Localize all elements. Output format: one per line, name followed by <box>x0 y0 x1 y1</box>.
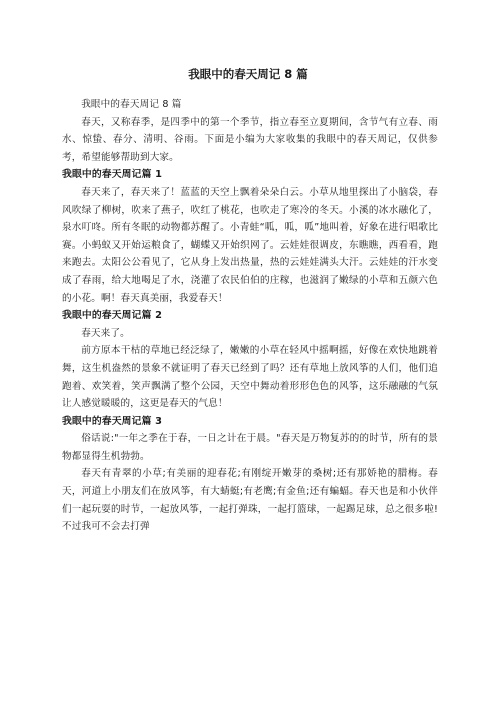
section-1-heading: 我眼中的春天周记篇 1 <box>62 169 163 181</box>
document-body <box>62 96 438 536</box>
section-2-paragraph-a: 春天来了。 <box>81 327 130 339</box>
intro-paragraph: 春天，又称春季，是四季中的第一个季节，指立春至立夏期间，含节气有立春、雨水、惊蛰、春分、清明、谷雨。下面是小编为大家收集的我眼中的春天周记，仅供参考，希望能够帮助到大家。 <box>62 116 438 163</box>
section-2-heading: 我眼中的春天周记篇 2 <box>62 310 163 322</box>
section-3-heading: 我眼中的春天周记篇 3 <box>62 415 163 427</box>
document-title: 我眼中的春天周记 8 篇 <box>188 67 308 81</box>
section-3-paragraph-a: 俗话说:"一年之季在于春，一日之计在于晨。"春天是万物复苏的的时节，所有的景物都显得生机勃勃。 <box>62 433 438 462</box>
section-3-paragraph-b: 春天有青翠的小草;有美丽的迎春花;有刚绽开嫩芽的桑树;还有那娇艳的腊梅。春天，河道上小朋友们在放风筝，有大蜻蜓;有老鹰;有金鱼;还有蝙蝠。春天也是和小伙伴们一起玩耍的时节，一起放风筝，一起打弹珠，一起打篮球，一起踢足球，总之很多啦!不过我可不会去打弹 <box>62 468 438 533</box>
intro-heading: 我眼中的春天周记 8 篇 <box>81 99 182 110</box>
section-1-paragraph: 春天来了，春天来了！蓝蓝的天空上飘着朵朵白云。小草从地里探出了小脑袋，春风吹绿了柳树，吹来了燕子，吹红了桃花，也吹走了寒冷的冬天。小溪的冰水融化了，泉水叮咚。所有冬眠的动物都苏醒了。小青蛙“呱，呱，呱”地叫着，好象在进行唱歌比赛。小蚂蚁又开始运粮食了，蝴蝶又开始织网了。云娃娃很调皮，东瞧瞧，西看看，跑来跑去。太阳公公看见了，它从身上发出热量，热的云娃娃满头大汗。云娃娃的汗水变成了春雨，给大地喝足了水，浇灌了农民伯伯的庄稼，也滋润了嫩绿的小草和五颜六色的小花。啊！春天真美丽，我爱春天！ <box>62 186 438 304</box>
section-2-paragraph-b: 前方原本干枯的草地已经泛绿了，嫩嫩的小草在轻风中摇啊摇，好像在欢快地跳着舞，这生机盎然的景象不就证明了春天已经到了吗？还有草地上放风筝的人们，他们追跑着、欢笑着，笑声飘满了整个公园，天空中舞动着形形色色的风筝，这乐融融的气氛让人感觉暖暖的，这更是春天的气息！ <box>62 345 438 410</box>
